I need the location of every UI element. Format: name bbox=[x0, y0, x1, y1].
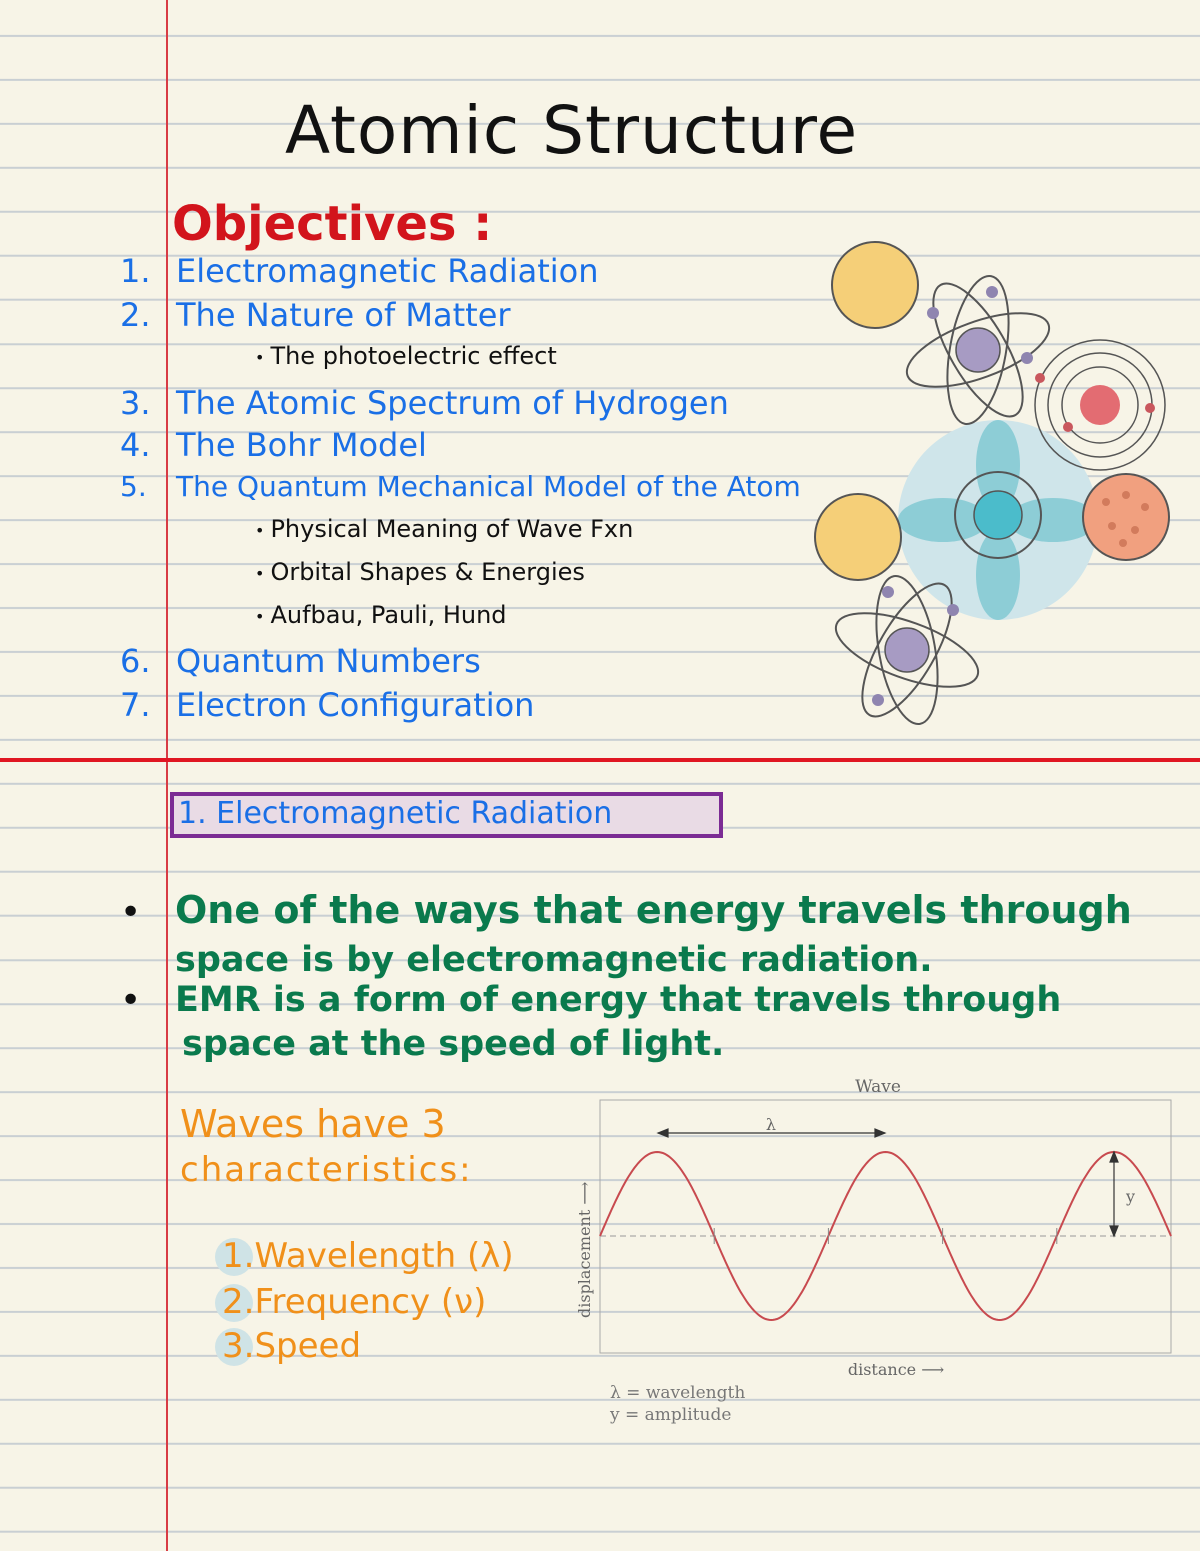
objective-item: 4. The Bohr Model bbox=[120, 426, 427, 464]
waves-heading: characteristics: bbox=[180, 1150, 473, 1190]
amplitude-label: y bbox=[1126, 1187, 1136, 1206]
bullet-line: One of the ways that energy travels through bbox=[175, 888, 1132, 932]
bullet-line: space at the speed of light. bbox=[182, 1024, 725, 1064]
bullet-line: EMR is a form of energy that travels through bbox=[175, 980, 1062, 1020]
objective-subitem: • The photoelectric effect bbox=[255, 342, 557, 370]
objectives-heading: Objectives : bbox=[172, 196, 493, 252]
bullet-line: space is by electromagnetic radiation. bbox=[175, 940, 933, 980]
legend-amplitude: y = amplitude bbox=[610, 1405, 732, 1425]
margin-line bbox=[166, 0, 168, 1551]
objective-item: 5. The Quantum Mechanical Model of the Atom bbox=[120, 470, 801, 503]
characteristic-item: 1.Wavelength (λ) bbox=[222, 1236, 514, 1276]
section-heading: 1. Electromagnetic Radiation bbox=[178, 796, 613, 831]
objective-subitem: • Orbital Shapes & Energies bbox=[255, 558, 585, 586]
objective-item: 1. Electromagnetic Radiation bbox=[120, 252, 599, 290]
x-axis-label: distance ⟶ bbox=[847, 1360, 945, 1379]
objective-item: 2. The Nature of Matter bbox=[120, 296, 511, 334]
legend-wavelength: λ = wavelength bbox=[610, 1383, 746, 1403]
section-divider bbox=[0, 758, 1200, 762]
objective-item: 3. The Atomic Spectrum of Hydrogen bbox=[120, 384, 729, 422]
atom-illustration bbox=[800, 230, 1195, 740]
y-axis-label: displacement ⟶ bbox=[575, 1181, 594, 1318]
wave-chart bbox=[560, 1070, 1180, 1440]
characteristic-item: 3.Speed bbox=[222, 1326, 362, 1366]
nucleus-circle bbox=[1083, 474, 1169, 560]
sun-circle-top bbox=[832, 242, 918, 328]
wavelength-label: λ bbox=[765, 1115, 777, 1134]
objective-subitem: • Physical Meaning of Wave Fxn bbox=[255, 515, 634, 543]
page-title: Atomic Structure bbox=[285, 92, 859, 169]
chart-frame bbox=[600, 1100, 1171, 1353]
objective-item: 6. Quantum Numbers bbox=[120, 642, 481, 680]
bullet-dot: • bbox=[120, 980, 142, 1021]
waves-heading: Waves have 3 bbox=[180, 1102, 446, 1146]
characteristic-item: 2.Frequency (ν) bbox=[222, 1282, 487, 1322]
sun-circle-bottom bbox=[815, 494, 901, 580]
objective-item: 7. Electron Configuration bbox=[120, 686, 535, 724]
bullet-dot: • bbox=[120, 892, 142, 933]
chart-title: Wave bbox=[855, 1077, 901, 1097]
objective-subitem: • Aufbau, Pauli, Hund bbox=[255, 601, 507, 629]
amplitude-marker bbox=[1110, 1152, 1118, 1236]
